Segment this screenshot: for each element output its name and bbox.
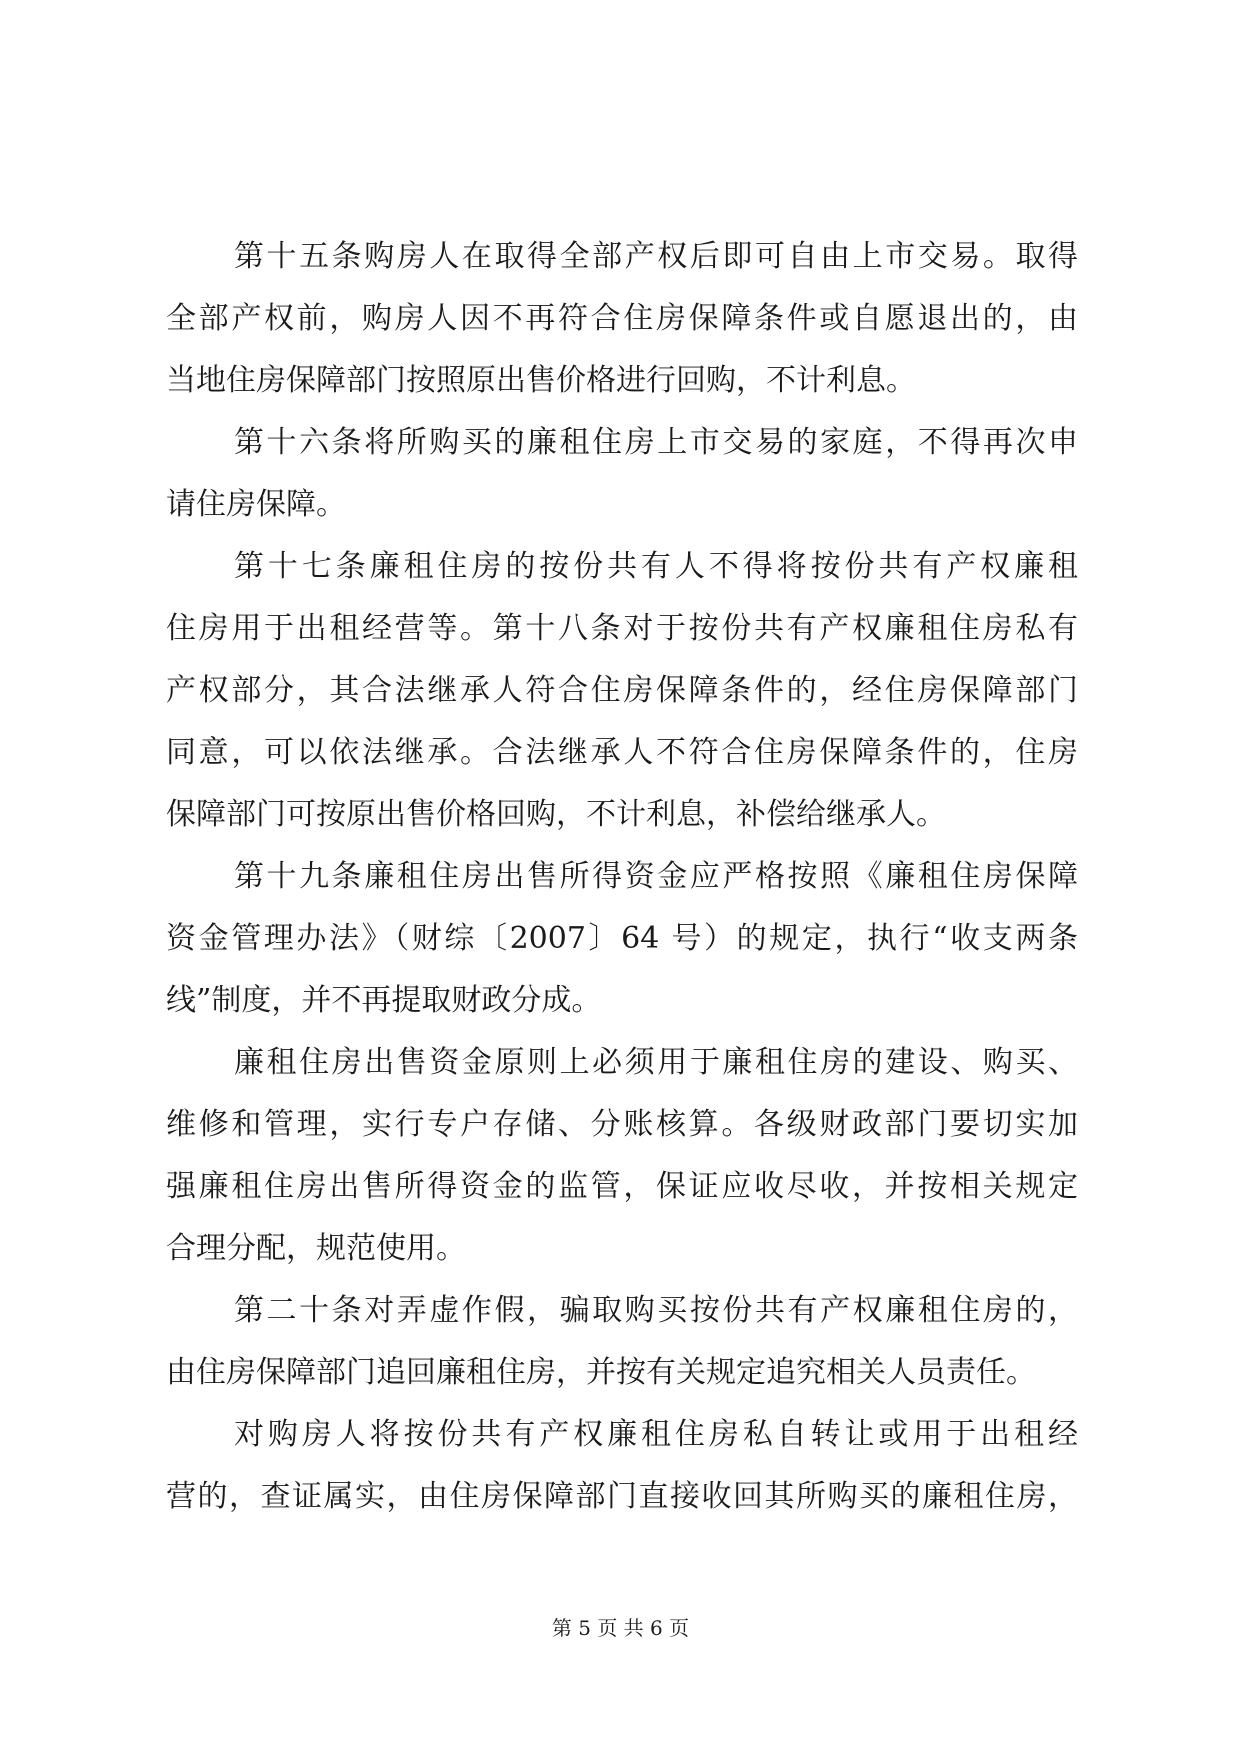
text-line: 第十七条廉租住房的按份共有人不得将按份共有产权廉租: [234, 549, 1078, 584]
body-text: [166, 226, 1078, 1528]
paragraph: [166, 1032, 1078, 1280]
text-line: 第十五条购房人在取得全部产权后即可自由上市交易。取得: [234, 239, 1078, 274]
paragraph: [166, 1280, 1078, 1404]
paragraph: [166, 1404, 1078, 1528]
text-line: 强廉租住房出售所得资金的监管，保证应收尽收，并按相关规定: [166, 1169, 1078, 1204]
text-line: 保障部门可按原出售价格回购，不计利息，补偿给继承人。: [166, 797, 946, 832]
text-line: 请住房保障。: [166, 487, 346, 522]
text-line: 对购房人将按份共有产权廉租住房私自转让或用于出租经: [234, 1417, 1078, 1452]
text-line: 线”制度，并不再提取财政分成。: [166, 983, 602, 1018]
text-line: 第二十条对弄虚作假，骗取购买按份共有产权廉租住房的，: [234, 1293, 1078, 1328]
paragraph: [166, 226, 1078, 412]
text-line: 资金管理办法》（财综〔2007〕64 号）的规定，执行“收支两条: [166, 921, 1078, 956]
text-line: 第十六条将所购买的廉租住房上市交易的家庭，不得再次申: [234, 425, 1078, 460]
text-line: 产权部分，其合法继承人符合住房保障条件的，经住房保障部门: [166, 673, 1078, 708]
page-footer: 第 5 页 共 6 页: [551, 1616, 690, 1640]
text-line: 全部产权前，购房人因不再符合住房保障条件或自愿退出的，由: [166, 301, 1078, 336]
paragraph: [166, 536, 1078, 846]
text-line: 维修和管理，实行专户存储、分账核算。各级财政部门要切实加: [166, 1107, 1078, 1142]
paragraph: [166, 412, 1078, 536]
text-line: 营的，查证属实，由住房保障部门直接收回其所购买的廉租住房，: [166, 1479, 1078, 1514]
paragraph: [166, 846, 1078, 1032]
text-line: 当地住房保障部门按照原出售价格进行回购，不计利息。: [166, 363, 916, 398]
text-line: 住房用于出租经营等。第十八条对于按份共有产权廉租住房私有: [166, 611, 1078, 646]
text-line: 由住房保障部门追回廉租住房，并按有关规定追究相关人员责任。: [166, 1355, 1036, 1390]
text-line: 第十九条廉租住房出售所得资金应严格按照《廉租住房保障: [234, 859, 1078, 894]
text-line: 廉租住房出售资金原则上必须用于廉租住房的建设、购买、: [234, 1045, 1078, 1080]
text-line: 同意，可以依法继承。合法继承人不符合住房保障条件的，住房: [166, 735, 1078, 770]
text-line: 合理分配，规范使用。: [166, 1231, 466, 1266]
